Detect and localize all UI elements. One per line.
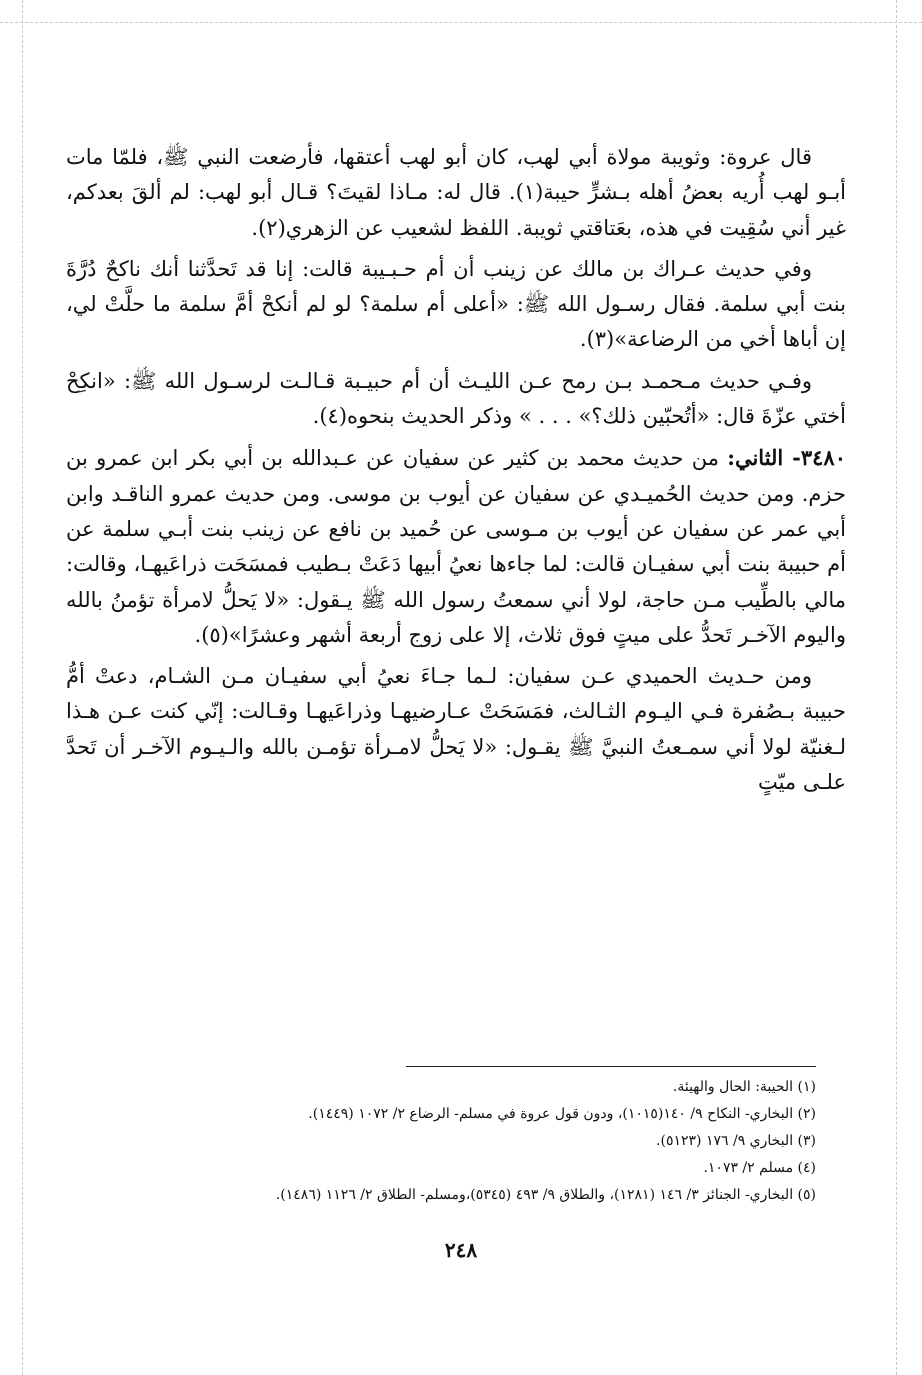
footnote-5: (٥) البخاري- الجنائز ٣/ ١٤٦ (١٢٨١)، والطلاق ٩/ ٤٩٣ (٥٣٤٥)،ومسلم- الطلاق ٢/ ١١٢٦ (١٤٨٦). <box>275 1187 816 1203</box>
page-body <box>66 140 846 806</box>
footnote-3: (٣) البخاري ٩/ ١٧٦ (٥١٢٣). <box>656 1133 816 1149</box>
scan-border-left <box>22 0 23 1375</box>
page-number: ٢٤٨ <box>444 1238 478 1262</box>
footnote-1: (١) الحيبة: الحال والهيئة. <box>672 1079 816 1095</box>
footnote-4: (٤) مسلم ٢/ ١٠٧٣. <box>703 1160 816 1176</box>
paragraph-hadith-3480 <box>66 440 846 653</box>
footnote-2: (٢) البخاري- النكاح ٩/ ١٤٠(١٠١٥)، ودون قول عروة في مسلم- الرضاع ٢/ ١٠٧٢ (١٤٤٩). <box>308 1106 816 1122</box>
scan-border-top <box>0 22 922 23</box>
footnotes <box>66 1074 816 1209</box>
paragraph-irak: وفي حديث عـراك بن مالك عن زينب أن أم حـبـيبة قالت: إنا قد تَحدَّثنا أنك ناكحٌ دُرَّةَ بنت أبي سلمة. فقال رسـول الله ﷺ: «أعلى أم سلمة؟ لو لم أنكحْ أمَّ سلمة ما حلَّتْ لي، إن أباها أخي من الرضاعة»(٣). <box>66 256 846 352</box>
paragraph-urwa: قال عروة: وثويبة مولاة أبي لهب، كان أبو لهب أعتقها، فأرضعت النبي ﷺ، فلمّا مات أبـو لهب أُريه بعضُ أهله بـشرٍّ حيبة(١). قال له: مـاذا لقيتَ؟ قـال أبو لهب: لم ألقَ بعدكم، غير أني سُقِيت في هذه، بعَتاقتي ثويبة. اللفظ لشعيب عن الزهري(٢). <box>66 145 846 240</box>
hadith-text: من حديث محمد بن كثير عن سفيان عن عـبدالله بن أبي بكر ابن عمرو بن حزم. ومن حديث الحُميـدي عن سفيان عن أيوب بن موسى. ومن حديث عمرو الناقـد وابن أبي عمر عن سفيان عن أيوب بن مـوسى عن حُميد بن نافع عن زينب بنت أبـي سلمة عن أم حبيبة بنت أبي سفيـان قالت: لما جاءها نعيُ أبيها دَعَتْ بـطيب فمسَحَت ذراعَيهـا، وقالت: مالي بالطِّيب مـن حاجة، لولا أني سمعتُ رسول الله ﷺ يـقول: «لا يَحلُّ لامرأة تؤمنُ بالله واليوم الآخـر تَحدُّ على ميتٍ فوق ثلاث، إلا على زوج أربعة أشهر وعشرًا»(٥). <box>66 446 846 647</box>
scan-border-right <box>896 0 897 1375</box>
paragraph-humaydi: ومن حـديث الحميدي عـن سفيان: لـما جـاءَ نعيُ أبي سفيـان مـن الشـام، دعتْ أمُّ حبيبة بـصُفرة فـي اليـوم الثـالث، فمَسَحَتْ عـارضيهـا وذراعَيهـا وقـالت: إنّي كنت عـن هـذا لـغنيّة لولا أني سمـعتُ النبيَّ ﷺ يقـول: «لا يَحلُّ لامـرأة تؤمـن بالله والـيـوم الآخـر أن تَحدَّ علـى ميّتٍ <box>66 664 846 795</box>
paragraph-ibn-rumh: وفـي حديث مـحمـد بـن رمح عـن الليـث أن أم حبيـبة قـالـت لرسـول الله ﷺ: «انكِحْ أختي عزّةَ قال: «أتُحبّين ذلك؟» . . . » وذكر الحديث بنحوه(٤). <box>66 368 846 429</box>
hadith-number: ٣٤٨٠- الثاني: <box>727 445 846 471</box>
footnote-divider <box>406 1066 816 1067</box>
